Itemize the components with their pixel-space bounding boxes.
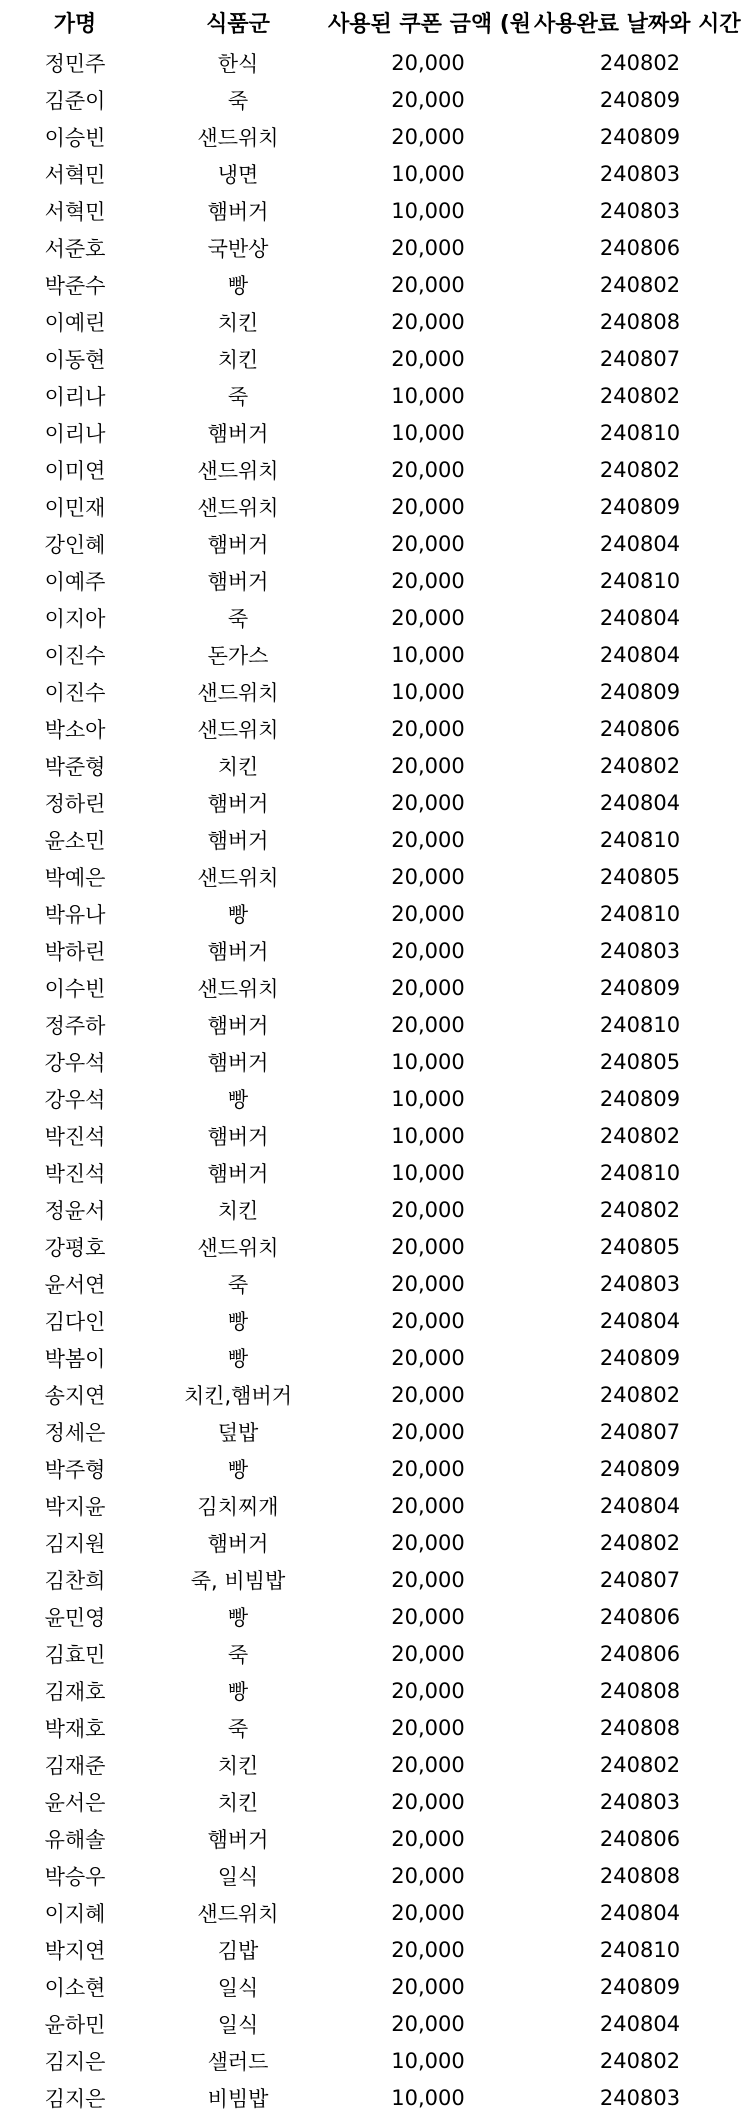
table-row — [0, 2005, 750, 2042]
coupon-amount-cell[interactable]: 20,000 — [391, 235, 465, 260]
alias-cell[interactable]: 박예은 — [44, 865, 106, 890]
used-date-cell[interactable]: 240809 — [599, 124, 681, 149]
used-date-cell[interactable]: 240810 — [599, 1012, 681, 1037]
table-row — [0, 599, 750, 636]
table-row — [0, 636, 750, 673]
table-row — [0, 2042, 750, 2079]
alias-cell[interactable]: 윤소민 — [44, 828, 106, 853]
coupon-amount-cell[interactable]: 20,000 — [391, 1419, 465, 1444]
coupon-amount-cell[interactable]: 20,000 — [391, 309, 465, 334]
alias-cell[interactable]: 이리나 — [44, 421, 106, 446]
table-row — [0, 1154, 750, 1191]
coupon-amount-cell[interactable]: 20,000 — [391, 1715, 465, 1740]
used-date-cell[interactable]: 240809 — [599, 87, 681, 112]
used-date-cell[interactable]: 240810 — [599, 568, 681, 593]
table-row — [0, 1857, 750, 1894]
table-row — [0, 1598, 750, 1635]
alias-cell[interactable]: 박유나 — [44, 902, 106, 927]
coupon-amount-cell[interactable]: 20,000 — [391, 1234, 465, 1259]
food-group-cell[interactable]: 죽 — [227, 606, 249, 631]
table-row — [0, 1043, 750, 1080]
coupon-amount-cell[interactable]: 20,000 — [391, 975, 465, 1000]
food-group-cell[interactable]: 햄버거 — [207, 1013, 269, 1038]
coupon-amount-cell[interactable]: 20,000 — [391, 1974, 465, 1999]
used-date-cell[interactable]: 240804 — [599, 531, 681, 556]
table-row — [0, 895, 750, 932]
alias-cell[interactable]: 김지은 — [44, 2049, 106, 2074]
coupon-amount-cell[interactable]: 20,000 — [391, 1604, 465, 1629]
used-date-cell[interactable]: 240807 — [599, 1567, 681, 1592]
table-row — [0, 1376, 750, 1413]
table-row — [0, 784, 750, 821]
coupon-amount-cell[interactable]: 20,000 — [391, 864, 465, 889]
food-group-cell[interactable]: 샌드위치 — [197, 717, 279, 742]
alias-cell[interactable]: 김찬희 — [44, 1568, 106, 1593]
alias-cell[interactable]: 정윤서 — [44, 1198, 106, 1223]
used-date-cell[interactable]: 240802 — [599, 1123, 681, 1148]
used-date-cell[interactable]: 240803 — [599, 198, 681, 223]
food-group-cell[interactable]: 햄버거 — [207, 569, 269, 594]
coupon-amount-cell[interactable]: 20,000 — [391, 346, 465, 371]
coupon-amount-cell[interactable]: 20,000 — [391, 790, 465, 815]
table-row — [0, 229, 750, 266]
used-date-cell[interactable]: 240808 — [599, 1863, 681, 1888]
coupon-amount-cell[interactable]: 20,000 — [391, 50, 465, 75]
food-group-cell[interactable]: 치킨 — [217, 754, 259, 779]
coupon-amount-cell[interactable]: 20,000 — [391, 87, 465, 112]
alias-cell[interactable]: 박소아 — [44, 717, 106, 742]
food-group-cell[interactable]: 빵 — [227, 1605, 249, 1630]
coupon-amount-cell[interactable]: 20,000 — [391, 605, 465, 630]
food-group-cell[interactable]: 김밥 — [217, 1938, 259, 1963]
coupon-amount-cell[interactable]: 20,000 — [391, 2011, 465, 2036]
alias-cell[interactable]: 김지원 — [44, 1531, 106, 1556]
table-row — [0, 451, 750, 488]
table-row — [0, 562, 750, 599]
coupon-amount-cell[interactable]: 20,000 — [391, 901, 465, 926]
used-date-cell[interactable]: 240808 — [599, 1678, 681, 1703]
alias-cell[interactable]: 윤서은 — [44, 1790, 106, 1815]
table-row — [0, 1339, 750, 1376]
food-group-cell[interactable]: 햄버거 — [207, 1124, 269, 1149]
alias-cell[interactable]: 박지윤 — [44, 1494, 106, 1519]
table-row — [0, 1561, 750, 1598]
food-group-cell[interactable]: 샌드위치 — [197, 495, 279, 520]
table-row — [0, 1450, 750, 1487]
table-row — [0, 1820, 750, 1857]
alias-cell[interactable]: 이진수 — [44, 643, 106, 668]
coupon-amount-cell[interactable]: 20,000 — [391, 938, 465, 963]
table-row — [0, 1635, 750, 1672]
used-date-cell[interactable]: 240810 — [599, 1937, 681, 1962]
table-row — [0, 673, 750, 710]
used-date-cell[interactable]: 240809 — [599, 679, 681, 704]
food-group-cell[interactable]: 샌드위치 — [197, 1235, 279, 1260]
table-row — [0, 377, 750, 414]
used-date-cell[interactable]: 240802 — [599, 753, 681, 778]
coupon-amount-cell[interactable]: 20,000 — [391, 457, 465, 482]
table-row — [0, 118, 750, 155]
used-date-cell[interactable]: 240804 — [599, 1900, 681, 1925]
used-date-cell[interactable]: 240804 — [599, 642, 681, 667]
food-group-cell[interactable]: 햄버거 — [207, 199, 269, 224]
used-date-cell[interactable]: 240806 — [599, 1641, 681, 1666]
table-row — [0, 525, 750, 562]
food-group-cell[interactable]: 돈가스 — [207, 643, 269, 668]
used-date-cell[interactable]: 240810 — [599, 827, 681, 852]
coupon-amount-cell[interactable]: 20,000 — [391, 1456, 465, 1481]
header-used-datetime[interactable]: 사용완료 날짜와 시간 — [534, 11, 741, 37]
food-group-cell[interactable]: 샌드위치 — [197, 458, 279, 483]
coupon-amount-cell[interactable]: 10,000 — [391, 1123, 465, 1148]
food-group-cell[interactable]: 치킨,햄버거 — [183, 1383, 293, 1408]
table-row — [0, 1783, 750, 1820]
alias-cell[interactable]: 서혁민 — [44, 162, 106, 187]
used-date-cell[interactable]: 240804 — [599, 2011, 681, 2036]
alias-cell[interactable]: 박봄이 — [44, 1346, 106, 1371]
food-group-cell[interactable]: 일식 — [217, 1975, 259, 2000]
coupon-amount-cell[interactable]: 10,000 — [391, 1160, 465, 1185]
alias-cell[interactable]: 강평호 — [44, 1235, 106, 1260]
table-row — [0, 1228, 750, 1265]
alias-cell[interactable]: 윤서연 — [44, 1272, 106, 1297]
table-row — [0, 1117, 750, 1154]
food-group-cell[interactable]: 김치찌개 — [197, 1494, 279, 1519]
food-group-cell[interactable]: 빵 — [227, 1346, 249, 1371]
used-date-cell[interactable]: 240802 — [599, 1530, 681, 1555]
table-row — [0, 858, 750, 895]
table-row — [0, 710, 750, 747]
food-group-cell[interactable]: 샌드위치 — [197, 976, 279, 1001]
alias-cell[interactable]: 강우석 — [44, 1050, 106, 1075]
table-row — [0, 1709, 750, 1746]
food-group-cell[interactable]: 죽 — [227, 1642, 249, 1667]
food-group-cell[interactable]: 빵 — [227, 273, 249, 298]
used-date-cell[interactable]: 240804 — [599, 790, 681, 815]
food-group-cell[interactable]: 샌드위치 — [197, 1901, 279, 1926]
table-row — [0, 44, 750, 81]
food-group-cell[interactable]: 치킨 — [217, 1790, 259, 1815]
table-row — [0, 1524, 750, 1561]
alias-cell[interactable]: 박재호 — [44, 1716, 106, 1741]
table-row — [0, 1191, 750, 1228]
used-date-cell[interactable]: 240805 — [599, 864, 681, 889]
used-date-cell[interactable]: 240806 — [599, 716, 681, 741]
alias-cell[interactable]: 박승우 — [44, 1864, 106, 1889]
coupon-amount-cell[interactable]: 20,000 — [391, 1345, 465, 1370]
coupon-amount-cell[interactable]: 20,000 — [391, 1012, 465, 1037]
alias-cell[interactable]: 이리나 — [44, 384, 106, 409]
alias-cell[interactable]: 박지연 — [44, 1938, 106, 1963]
alias-cell[interactable]: 김준이 — [44, 88, 106, 113]
food-group-cell[interactable]: 햄버거 — [207, 421, 269, 446]
alias-cell[interactable]: 김지은 — [44, 2086, 106, 2111]
food-group-cell[interactable]: 비빔밥 — [207, 2086, 269, 2111]
coupon-amount-cell[interactable]: 20,000 — [391, 1937, 465, 1962]
food-group-cell[interactable]: 빵 — [227, 902, 249, 927]
used-date-cell[interactable]: 240808 — [599, 309, 681, 334]
alias-cell[interactable]: 이승빈 — [44, 125, 106, 150]
alias-cell[interactable]: 이지아 — [44, 606, 106, 631]
food-group-cell[interactable]: 햄버거 — [207, 1050, 269, 1075]
alias-cell[interactable]: 정민주 — [44, 51, 106, 76]
coupon-amount-cell[interactable]: 20,000 — [391, 1493, 465, 1518]
table-row — [0, 303, 750, 340]
table-row — [0, 1487, 750, 1524]
table-row — [0, 1968, 750, 2005]
alias-cell[interactable]: 이예린 — [44, 310, 106, 335]
alias-cell[interactable]: 김효민 — [44, 1642, 106, 1667]
alias-cell[interactable]: 김다인 — [44, 1309, 106, 1334]
coupon-amount-cell[interactable]: 20,000 — [391, 1530, 465, 1555]
food-group-cell[interactable]: 햄버거 — [207, 828, 269, 853]
alias-cell[interactable]: 이민재 — [44, 495, 106, 520]
coupon-amount-cell[interactable]: 10,000 — [391, 2085, 465, 2110]
coupon-amount-cell[interactable]: 20,000 — [391, 1197, 465, 1222]
table-row — [0, 155, 750, 192]
table-row — [0, 969, 750, 1006]
coupon-amount-cell[interactable]: 20,000 — [391, 1567, 465, 1592]
food-group-cell[interactable]: 죽, 비빔밥 — [190, 1568, 286, 1593]
table-row — [0, 1302, 750, 1339]
table-row — [0, 1894, 750, 1931]
table-row — [0, 1672, 750, 1709]
coupon-amount-cell[interactable]: 20,000 — [391, 1752, 465, 1777]
used-date-cell[interactable]: 240807 — [599, 346, 681, 371]
food-group-cell[interactable]: 죽 — [227, 1272, 249, 1297]
coupon-amount-cell[interactable]: 10,000 — [391, 642, 465, 667]
alias-cell[interactable]: 박준수 — [44, 273, 106, 298]
alias-cell[interactable]: 유해솔 — [44, 1827, 106, 1852]
food-group-cell[interactable]: 치킨 — [217, 310, 259, 335]
alias-cell[interactable]: 박주형 — [44, 1457, 106, 1482]
used-date-cell[interactable]: 240804 — [599, 605, 681, 630]
used-date-cell[interactable]: 240809 — [599, 975, 681, 1000]
alias-cell[interactable]: 이미연 — [44, 458, 106, 483]
used-date-cell[interactable]: 240808 — [599, 1715, 681, 1740]
used-date-cell[interactable]: 240803 — [599, 1271, 681, 1296]
alias-cell[interactable]: 박하린 — [44, 939, 106, 964]
food-group-cell[interactable]: 죽 — [227, 1716, 249, 1741]
table-row — [0, 1080, 750, 1117]
food-group-cell[interactable]: 햄버거 — [207, 1827, 269, 1852]
used-date-cell[interactable]: 240802 — [599, 2048, 681, 2073]
used-date-cell[interactable]: 240802 — [599, 383, 681, 408]
used-date-cell[interactable]: 240810 — [599, 1160, 681, 1185]
coupon-amount-cell[interactable]: 10,000 — [391, 1086, 465, 1111]
food-group-cell[interactable]: 덮밥 — [217, 1420, 259, 1445]
alias-cell[interactable]: 윤하민 — [44, 2012, 106, 2037]
used-date-cell[interactable]: 240806 — [599, 1604, 681, 1629]
coupon-amount-cell[interactable]: 20,000 — [391, 716, 465, 741]
food-group-cell[interactable]: 치킨 — [217, 1753, 259, 1778]
used-date-cell[interactable]: 240803 — [599, 161, 681, 186]
food-group-cell[interactable]: 샐러드 — [207, 2049, 269, 2074]
alias-cell[interactable]: 송지연 — [44, 1383, 106, 1408]
table-row — [0, 2079, 750, 2116]
coupon-amount-cell[interactable]: 10,000 — [391, 161, 465, 186]
alias-cell[interactable]: 이지혜 — [44, 1901, 106, 1926]
food-group-cell[interactable]: 샌드위치 — [197, 125, 279, 150]
food-group-cell[interactable]: 한식 — [217, 51, 259, 76]
coupon-amount-cell[interactable]: 10,000 — [391, 2048, 465, 2073]
food-group-cell[interactable]: 햄버거 — [207, 532, 269, 557]
coupon-amount-cell[interactable]: 20,000 — [391, 531, 465, 556]
food-group-cell[interactable]: 치킨 — [217, 1198, 259, 1223]
alias-cell[interactable]: 이수빈 — [44, 976, 106, 1001]
coupon-amount-cell[interactable]: 10,000 — [391, 383, 465, 408]
food-group-cell[interactable]: 일식 — [217, 2012, 259, 2037]
used-date-cell[interactable]: 240805 — [599, 1049, 681, 1074]
used-date-cell[interactable]: 240803 — [599, 2085, 681, 2110]
used-date-cell[interactable]: 240803 — [599, 938, 681, 963]
coupon-amount-cell[interactable]: 20,000 — [391, 1826, 465, 1851]
food-group-cell[interactable]: 햄버거 — [207, 791, 269, 816]
coupon-amount-cell[interactable]: 10,000 — [391, 1049, 465, 1074]
used-date-cell[interactable]: 240803 — [599, 1789, 681, 1814]
table-row — [0, 1931, 750, 1968]
alias-cell[interactable]: 이예주 — [44, 569, 106, 594]
coupon-amount-cell[interactable]: 20,000 — [391, 568, 465, 593]
header-alias[interactable]: 가명 — [53, 11, 97, 37]
coupon-amount-cell[interactable]: 20,000 — [391, 1678, 465, 1703]
alias-cell[interactable]: 정세은 — [44, 1420, 106, 1445]
coupon-amount-cell[interactable]: 10,000 — [391, 198, 465, 223]
alias-cell[interactable]: 이소현 — [44, 1975, 106, 2000]
alias-cell[interactable]: 서준호 — [44, 236, 106, 261]
table-row — [0, 1006, 750, 1043]
alias-cell[interactable]: 이진수 — [44, 680, 106, 705]
table-row — [0, 747, 750, 784]
used-date-cell[interactable]: 240807 — [599, 1419, 681, 1444]
used-date-cell[interactable]: 240802 — [599, 1197, 681, 1222]
used-date-cell[interactable]: 240810 — [599, 901, 681, 926]
alias-cell[interactable]: 강인혜 — [44, 532, 106, 557]
used-date-cell[interactable]: 240802 — [599, 1382, 681, 1407]
food-group-cell[interactable]: 햄버거 — [207, 1531, 269, 1556]
alias-cell[interactable]: 박준형 — [44, 754, 106, 779]
alias-cell[interactable]: 박진석 — [44, 1161, 106, 1186]
used-date-cell[interactable]: 240809 — [599, 1345, 681, 1370]
used-date-cell[interactable]: 240805 — [599, 1234, 681, 1259]
food-group-cell[interactable]: 냉면 — [217, 162, 259, 187]
food-group-cell[interactable]: 죽 — [227, 88, 249, 113]
table-row — [0, 266, 750, 303]
table-row — [0, 192, 750, 229]
table-row — [0, 932, 750, 969]
food-group-cell[interactable]: 죽 — [227, 384, 249, 409]
used-date-cell[interactable]: 240810 — [599, 420, 681, 445]
used-date-cell[interactable]: 240809 — [599, 1974, 681, 1999]
used-date-cell[interactable]: 240809 — [599, 494, 681, 519]
table-row — [0, 821, 750, 858]
alias-cell[interactable]: 박진석 — [44, 1124, 106, 1149]
used-date-cell[interactable]: 240804 — [599, 1308, 681, 1333]
coupon-amount-cell[interactable]: 20,000 — [391, 1271, 465, 1296]
table-row — [0, 340, 750, 377]
used-date-cell[interactable]: 240806 — [599, 1826, 681, 1851]
alias-cell[interactable]: 정주하 — [44, 1013, 106, 1038]
used-date-cell[interactable]: 240804 — [599, 1493, 681, 1518]
coupon-amount-cell[interactable]: 10,000 — [391, 679, 465, 704]
coupon-amount-cell[interactable]: 20,000 — [391, 1308, 465, 1333]
used-date-cell[interactable]: 240809 — [599, 1086, 681, 1111]
header-food-group[interactable]: 식품군 — [206, 11, 270, 37]
coupon-amount-cell[interactable]: 20,000 — [391, 272, 465, 297]
header-coupon-amount[interactable]: 사용된 쿠폰 금액 (원 — [328, 11, 532, 37]
used-date-cell[interactable]: 240802 — [599, 272, 681, 297]
coupon-amount-cell[interactable]: 20,000 — [391, 753, 465, 778]
alias-cell[interactable]: 윤민영 — [44, 1605, 106, 1630]
food-group-cell[interactable]: 빵 — [227, 1309, 249, 1334]
food-group-cell[interactable]: 빵 — [227, 1679, 249, 1704]
coupon-amount-cell[interactable]: 10,000 — [391, 420, 465, 445]
alias-cell[interactable]: 김재호 — [44, 1679, 106, 1704]
alias-cell[interactable]: 정하린 — [44, 791, 106, 816]
used-date-cell[interactable]: 240802 — [599, 457, 681, 482]
header-row — [0, 0, 750, 44]
used-date-cell[interactable]: 240809 — [599, 1456, 681, 1481]
coupon-amount-cell[interactable]: 20,000 — [391, 1863, 465, 1888]
coupon-amount-cell[interactable]: 20,000 — [391, 1641, 465, 1666]
coupon-amount-cell[interactable]: 20,000 — [391, 1789, 465, 1814]
coupon-amount-cell[interactable]: 20,000 — [391, 1900, 465, 1925]
table-row — [0, 1413, 750, 1450]
coupon-amount-cell[interactable]: 20,000 — [391, 827, 465, 852]
table-row — [0, 1746, 750, 1783]
used-date-cell[interactable]: 240802 — [599, 50, 681, 75]
alias-cell[interactable]: 서혁민 — [44, 199, 106, 224]
food-group-cell[interactable]: 샌드위치 — [197, 865, 279, 890]
alias-cell[interactable]: 김재준 — [44, 1753, 106, 1778]
food-group-cell[interactable]: 햄버거 — [207, 939, 269, 964]
food-group-cell[interactable]: 빵 — [227, 1087, 249, 1112]
food-group-cell[interactable]: 샌드위치 — [197, 680, 279, 705]
food-group-cell[interactable]: 일식 — [217, 1864, 259, 1889]
food-group-cell[interactable]: 햄버거 — [207, 1161, 269, 1186]
table-row — [0, 414, 750, 451]
alias-cell[interactable]: 이동현 — [44, 347, 106, 372]
alias-cell[interactable]: 강우석 — [44, 1087, 106, 1112]
table-body — [0, 44, 750, 2116]
coupon-amount-cell[interactable]: 20,000 — [391, 124, 465, 149]
coupon-amount-cell[interactable]: 20,000 — [391, 494, 465, 519]
coupon-amount-cell[interactable]: 20,000 — [391, 1382, 465, 1407]
used-date-cell[interactable]: 240802 — [599, 1752, 681, 1777]
food-group-cell[interactable]: 국반상 — [207, 236, 269, 261]
table-row — [0, 1265, 750, 1302]
table-row — [0, 488, 750, 525]
table-row — [0, 81, 750, 118]
food-group-cell[interactable]: 빵 — [227, 1457, 249, 1482]
food-group-cell[interactable]: 치킨 — [217, 347, 259, 372]
used-date-cell[interactable]: 240806 — [599, 235, 681, 260]
